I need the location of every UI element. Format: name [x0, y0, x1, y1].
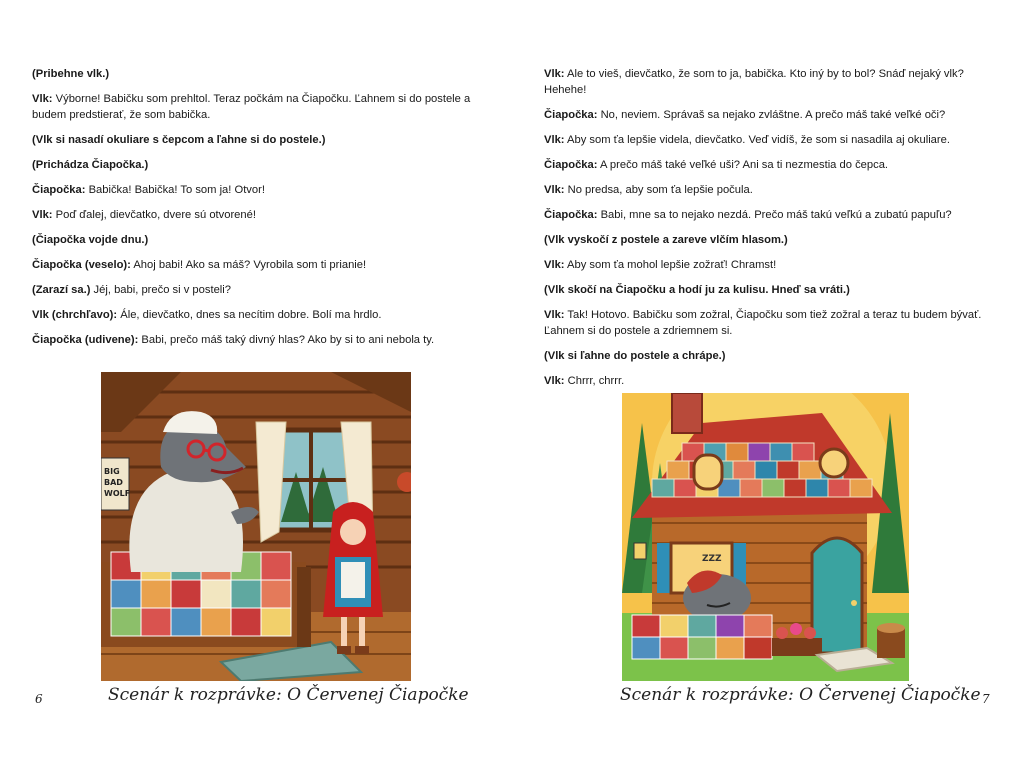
stage-direction: (Vlk si ľahne do postele a chrápe.) [544, 350, 726, 362]
right-dialog [544, 66, 996, 398]
stage-direction: (Čiapočka vojde dnu.) [32, 234, 149, 246]
speaker-label: Vlk: [544, 375, 565, 387]
svg-text:BAD: BAD [104, 478, 123, 487]
speaker-label: (Zarazí sa.) [32, 284, 91, 296]
right-page [512, 0, 1024, 768]
speaker-label: Čiapočka: [544, 209, 598, 221]
page-number: 6 [35, 692, 43, 706]
speaker-label: Vlk (chrchľavo): [32, 309, 118, 321]
dialog-line: Vlk: Aby som ťa mohol lepšie zožrať! Chramst! [544, 259, 777, 271]
speaker-label: Vlk: [544, 259, 565, 271]
dialog-line: Vlk: Aby som ťa lepšie videla, dievčatko. Veď vidíš, že som si nasadila aj okuliare. [544, 134, 950, 146]
speaker-label: Čiapočka (udivene): [32, 334, 139, 346]
dialog-line: Vlk: Výborne! Babičku som prehltol. Teraz počkám na Čiapočku. Ľahnem si do postele a budem predstierať, že som babička. [32, 93, 471, 121]
speaker-label: Vlk: [32, 209, 53, 221]
dialog-line: Vlk: Ale to vieš, dievčatko, že som to ja, babička. Kto iný by to bol? Snáď nejaký vlk? Hehehe! [544, 68, 964, 96]
dialog-line: Vlk: Chrrr, chrrr. [544, 375, 625, 387]
speaker-label: Vlk: [544, 68, 565, 80]
wolf-sleeping-illustration [622, 393, 909, 681]
dialog-line: Čiapočka (veselo): Ahoj babi! Ako sa máš? Vyrobila som ti prianie! [32, 259, 367, 271]
svg-text:WOLF: WOLF [104, 489, 131, 498]
dialog-line: Vlk (chrchľavo): Ále, dievčatko, dnes sa necítim dobre. Bolí ma hrdlo. [32, 309, 382, 321]
stage-direction: (Vlk skočí na Čiapočku a hodí ju za kulisu. Hneď sa vráti.) [544, 284, 850, 296]
page-number: 7 [982, 692, 990, 706]
dialog-line: (Pribehne vlk.) [32, 68, 110, 80]
dialog-line: Čiapočka: Babi, mne sa to nejako nezdá. Prečo máš takú veľkú a zubatú papuľu? [544, 209, 952, 221]
speaker-label: Vlk: [544, 134, 565, 146]
left-dialog [32, 66, 480, 357]
dialog-line: Vlk: No predsa, aby som ťa lepšie počula. [544, 184, 753, 196]
speaker-label: Čiapočka: [32, 184, 86, 196]
speaker-label: Čiapočka (veselo): [32, 259, 131, 271]
speaker-label: Vlk: [32, 93, 53, 105]
speaker-label: Čiapočka: [544, 109, 598, 121]
dialog-line: Čiapočka: A prečo máš také veľké uši? Ani sa ti nezmestia do čepca. [544, 159, 889, 171]
dialog-line: (Zarazí sa.) Jéj, babi, prečo si v posteli? [32, 284, 231, 296]
svg-text:BIG: BIG [104, 467, 120, 476]
speaker-label: Vlk: [544, 184, 565, 196]
wolf-in-bed-illustration [101, 372, 411, 681]
dialog-line: Čiapočka (udivene): Babi, prečo máš taký divný hlas? Ako by si to ani nebola ty. [32, 334, 435, 346]
speaker-label: Čiapočka: [544, 159, 598, 171]
dialog-line: Vlk: Poď ďalej, dievčatko, dvere sú otvorené! [32, 209, 256, 221]
svg-text:ZZZ: ZZZ [702, 554, 722, 564]
stage-direction: (Prichádza Čiapočka.) [32, 159, 149, 171]
stage-direction: (Vlk vyskočí z postele a zareve vlčím hlasom.) [544, 234, 788, 246]
footer-book-title: Scenár k rozprávke: O Červenej Čiapočke [620, 685, 981, 705]
speaker-label: Vlk: [544, 309, 565, 321]
footer-book-title: Scenár k rozprávke: O Červenej Čiapočke [108, 685, 469, 705]
dialog-line: Čiapočka: No, neviem. Správaš sa nejako zvláštne. A prečo máš také veľké oči? [544, 109, 946, 121]
stage-direction: (Vlk si nasadí okuliare s čepcom a ľahne si do postele.) [32, 134, 326, 146]
dialog-line: Vlk: Tak! Hotovo. Babičku som zožral, Čiapočku som tiež zožral a teraz tu budem bývať. Ľahnem si do postele a zdriemnem si. [544, 309, 982, 337]
dialog-line: Čiapočka: Babička! Babička! To som ja! Otvor! [32, 184, 265, 196]
